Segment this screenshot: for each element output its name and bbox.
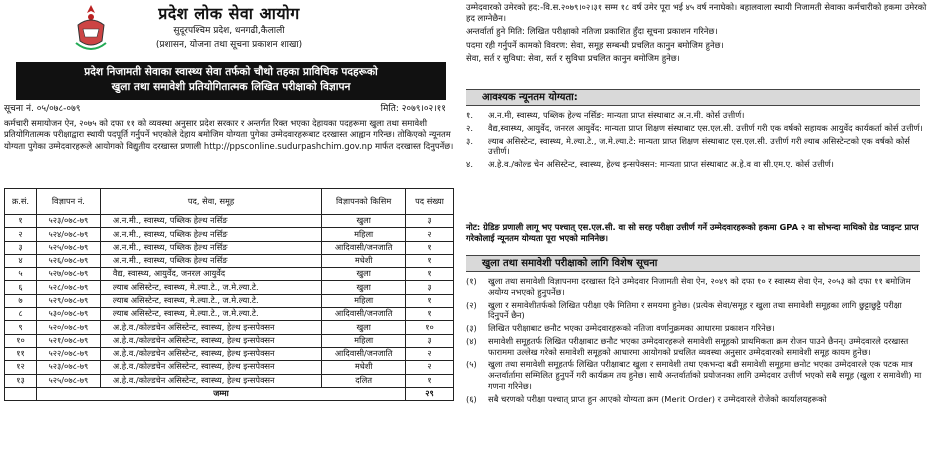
cell-post: अ.न.मी., स्वास्थ्य, पब्लिक हेल्थ नर्सिङ: [100, 254, 321, 267]
cell-type: खुला: [322, 281, 406, 294]
cell-sn: ८: [5, 308, 37, 321]
cell-adv-no: ५२३/०७८-७९: [36, 361, 100, 374]
special-notice-item: [466, 359, 924, 391]
header-type: विज्ञापनको किसिम: [322, 189, 406, 215]
table-row: [5, 347, 454, 360]
list-number: ३.: [466, 135, 473, 146]
interview-date: अन्तर्वार्ता हुने मिति: लिखित परीक्षाको नतिजा प्रकाशित हुँदा सूचना प्रकाशन गरिनेछ।: [466, 26, 718, 36]
list-number: १.: [466, 110, 473, 120]
cell-post: ल्याब असिस्टेन्ट, स्वास्थ्य, मे.ल्या.टे., ज.मे.ल्या.टे.: [100, 294, 321, 307]
qualification-heading: आवश्यक न्यूनतम योग्यता:: [466, 89, 920, 106]
cell-adv-no: ५२३/०७८-७९: [36, 215, 100, 228]
list-number: २.: [466, 122, 473, 133]
cell-adv-no: ५२८/०७८-७९: [36, 281, 100, 294]
list-text: वैद्य,स्वास्थ्य, आयुर्वेद, जनरल आयुर्वेद: मान्यता प्राप्त शिक्षण संस्थाबाट एस.एल.सी. उत्तीर्ण गरी एक वर्षको सहायक आयुर्वेद कार्यकर्ता कोर्स उत्तीर्ण।: [488, 122, 923, 133]
cell-count: २: [406, 361, 454, 374]
notice-date: मिति: २०७९।०२।११: [380, 104, 446, 114]
table-row: [5, 294, 454, 307]
cell-adv-no: ५२५/०७८-७९: [36, 374, 100, 387]
cell-count: १: [406, 294, 454, 307]
advertisement-banner: [16, 62, 446, 100]
cell-count: १: [406, 254, 454, 267]
qualification-item: [466, 159, 924, 170]
cell-sn: १०: [5, 334, 37, 347]
table-row: [5, 241, 454, 254]
table-header-row: [5, 189, 454, 215]
list-text: समावेशी समूहतर्फ लिखित परीक्षाबाट छनौट भएका उम्मेदवारहरूले समावेशी समूहको प्राथमिकता क्रम रोजन पाउने छैनन्। उम्मेदवारले दरखास्त फाराममा उल्लेख गरेको समावेशी समूहको आधारमा आयोगको प्रचलित व्यवस्था अनुसार उम्मेदवारको समावेशी समूह कायम हुनेछ।: [488, 335, 909, 357]
cell-adv-no: ५३०/०७८-७९: [36, 308, 100, 321]
cell-sn: ६: [5, 281, 37, 294]
table-row: [5, 321, 454, 334]
header-post: पद, सेवा, समूह: [100, 189, 321, 215]
cell-sn: ७: [5, 294, 37, 307]
special-notice-item: [466, 323, 924, 334]
table-row: [5, 254, 454, 267]
table-row: [5, 334, 454, 347]
list-text: ल्याब असिस्टेन्ट, स्वास्थ्य, मे.ल्या.टे., ज.मे.ल्या.टे: मान्यता प्राप्त शिक्षण संस्थाबाट एस.एल.सी. उत्तीर्ण गरी ल्याब असिस्टेन्टको एक वर्षको कोर्स उत्तीर्ण।: [488, 135, 910, 157]
header-adv-no: विज्ञापन नं.: [36, 189, 100, 215]
cell-adv-no: ५२९/०७८-७९: [36, 294, 100, 307]
table-row: [5, 215, 454, 228]
notice-number: सूचना नं. ०५/०७८-०७९: [4, 104, 81, 114]
list-text: अ.हे.व./कोल्ड चेन असिस्टेन्ट, स्वास्थ्य, हेल्थ इन्सपेक्सन: मान्यता प्राप्त संस्थाबाट अ.हे.व वा सी.एम.ए. कोर्स उत्तीर्ण।: [488, 159, 834, 170]
right-column: [460, 0, 932, 467]
cell-type: मधेशी: [322, 254, 406, 267]
cell-count: ३: [406, 281, 454, 294]
left-column: [0, 0, 458, 467]
subtitle-branch: (प्रशासन, योजना तथा सूचना प्रकाशन शाखा): [155, 40, 303, 50]
cell-adv-no: ५२१/०७८-७९: [36, 334, 100, 347]
cell-count: ३: [406, 215, 454, 228]
cell-type: खुला: [322, 321, 406, 334]
age-limit: उम्मेदवारको उमेरको हद:-वि.स.२०७९।०२।३१ सम्म १८ वर्ष उमेर पूरा भई ४५ वर्ष ननाघेको। बहालवाला स्थायी निजामती सेवाका कर्मचारीको हकमा उमेरको हद लाग्नेछैन।: [466, 2, 927, 24]
vacancy-table: [4, 188, 454, 401]
special-notice-list: [466, 276, 924, 407]
header: [0, 0, 458, 60]
qualification-list: [466, 110, 924, 172]
banner-line1: प्रदेश निजामती सेवाका स्वास्थ्य सेवा तर्फको चौथो तहका प्राविधिक पदहरूको: [84, 66, 378, 78]
cell-type: खुला: [322, 215, 406, 228]
cell-sn: ३: [5, 241, 37, 254]
cell-type: दलित: [322, 374, 406, 387]
total-label: जम्मा: [36, 387, 405, 400]
cell-type: महिला: [322, 334, 406, 347]
cell-adv-no: ५२६/०७८-७९: [36, 254, 100, 267]
cell-sn: १: [5, 215, 37, 228]
cell-count: २: [406, 347, 454, 360]
page-title: प्रदेश लोक सेवा आयोग: [158, 4, 300, 23]
special-notice-item: [466, 394, 924, 405]
table-row: [5, 361, 454, 374]
cell-count: १: [406, 374, 454, 387]
qualification-item: [466, 123, 924, 134]
cell-type: आदिवासी/जनजाति: [322, 347, 406, 360]
table-row: [5, 374, 454, 387]
cell-post: अ.न.मी., स्वास्थ्य, पब्लिक हेल्थ नर्सिङ: [100, 241, 321, 254]
cell-post: अ.हे.व./कोल्डचेन असिस्टेन्ट, स्वास्थ्य, हेल्थ इन्सपेक्सन: [100, 334, 321, 347]
list-text: खुला तथा समावेशी विज्ञापनमा दरखास्त दिने उम्मेदवार निजामती सेवा ऐन, २०४९ को दफा १० र स्वास्थ्य सेवा ऐन, २०५३ को दफा ११ बमोजिम अयोग्य नभएको हुनुपर्नेछ।: [488, 276, 911, 297]
list-number: (२): [466, 299, 477, 310]
grading-note: नोट: ग्रेडिङ प्रणाली लागू भए पश्चात् एस.एल.सी. वा सो सरह परीक्षा उत्तीर्ण गर्ने उम्मेदवारहरूको हकमा GPA २ वा सोभन्दा माथिको ग्रेड प्वाइन्ट प्राप्त गरेकोलाई न्यूनतम योग्यता पूरा भएको मानिनेछ।: [466, 222, 919, 243]
cell-adv-no: ५२२/०७८-७९: [36, 347, 100, 360]
cell-sn: २: [5, 228, 37, 241]
list-number: (५): [466, 359, 477, 370]
cell-sn: ५: [5, 268, 37, 281]
special-notice-item: [466, 300, 924, 322]
cell-type: मधेशी: [322, 361, 406, 374]
cell-post: ल्याब असिस्टेन्ट, स्वास्थ्य, मे.ल्या.टे., ज.मे.ल्या.टे.: [100, 281, 321, 294]
cell-sn: ११: [5, 347, 37, 360]
cell-count: १: [406, 308, 454, 321]
list-number: (१): [466, 276, 477, 286]
list-number: ४.: [466, 159, 473, 170]
cell-sn: १३: [5, 374, 37, 387]
list-number: (४): [466, 335, 477, 346]
subtitle-location: सुदूरपश्चिम प्रदेश, धनगढी,कैलाली: [173, 26, 285, 36]
list-text: लिखित परीक्षाबाट छनौट भएका उम्मेदवारहरूको नतिजा वर्णानुक्रमका आधारमा प्रकाशन गरिनेछ।: [488, 323, 775, 334]
header-sn: क्र.सं.: [5, 189, 37, 215]
qualification-item: [466, 136, 924, 158]
header-count: पद संख्या: [406, 189, 454, 215]
cell-sn: ४: [5, 254, 37, 267]
list-text: अ.न.मी, स्वास्थ्य, पब्लिक हेल्थ नर्सिङ: मान्यता प्राप्त संस्थाबाट अ.न.मी. कोर्स उत्तीर्ण।: [488, 110, 745, 120]
table-row: [5, 268, 454, 281]
cell-empty: [5, 387, 37, 400]
cell-post: अ.हे.व./कोल्डचेन असिस्टेन्ट, स्वास्थ्य, हेल्थ इन्सपेक्सन: [100, 321, 321, 334]
cell-post: अ.हे.व./कोल्डचेन असिस्टेन्ट, स्वास्थ्य, हेल्थ इन्सपेक्सन: [100, 347, 321, 360]
table-row: [5, 228, 454, 241]
cell-count: २: [406, 228, 454, 241]
special-notice-heading: खुला तथा समावेशी परीक्षाको लागि विशेष सूचना: [466, 255, 920, 272]
qualification-item: [466, 110, 924, 121]
list-text: खुला तथा समावेशी समूहतर्फ लिखित परीक्षाबाट खुला र समावेशी तथा एकभन्दा बढी समावेशी समूहमा छनोट भएका उम्मेदवारले एक पटक मात्र अन्तर्वार्तामा सम्मिलित हुनुपर्ने गरी कार्यक्रम तय हुनेछ। साथै अन्तर्वार्ताको प्रयोजनका लागि उम्मेदवार उत्तीर्ण भएको सबै समूह (खुला र समावेशी) मा गणना गरिनेछ।: [488, 359, 922, 392]
cell-adv-no: ५२०/०७८-७९: [36, 321, 100, 334]
cell-adv-no: ५२७/०७८-७९: [36, 268, 100, 281]
cell-count: १०: [406, 321, 454, 334]
table-row: [5, 308, 454, 321]
cell-post: अ.हे.व./कोल्डचेन असिस्टेन्ट, स्वास्थ्य, हेल्थ इन्सपेक्सन: [100, 374, 321, 387]
cell-sn: १२: [5, 361, 37, 374]
cell-type: खुला: [322, 268, 406, 281]
table-row: [5, 281, 454, 294]
list-text: सबै चरणको परीक्षा पश्चात् प्राप्त हुन आएको योग्यता क्रम (Merit Order) र उम्मेदवारले रोजेको कार्यालयहरूको: [488, 393, 827, 404]
cell-adv-no: ५२४/०७८-७९: [36, 228, 100, 241]
cell-post: अ.न.मी., स्वास्थ्य, पब्लिक हेल्थ नर्सिङ: [100, 215, 321, 228]
cell-post: अ.हे.व./कोल्डचेन असिस्टेन्ट, स्वास्थ्य, हेल्थ इन्सपेक्सन: [100, 361, 321, 374]
table-total-row: [5, 387, 454, 400]
cell-count: ३: [406, 334, 454, 347]
cell-count: १: [406, 268, 454, 281]
total-value: २९: [406, 387, 454, 400]
cell-post: अ.न.मी., स्वास्थ्य, पब्लिक हेल्थ नर्सिङ: [100, 228, 321, 241]
list-number: (६): [466, 393, 477, 404]
banner-line2: खुला तथा समावेशी प्रतियोगितात्मक लिखित परीक्षाको विज्ञापन: [111, 81, 351, 94]
cell-type: आदिवासी/जनजाति: [322, 241, 406, 254]
notice-row: [4, 104, 454, 115]
intro-paragraph: कर्मचारी समायोजन ऐन, २०७५ को दफा ११ को व्यवस्था अनुसार प्रदेश सरकार र अन्तर्गत रिक्त भएका देहायका पदहरूमा खुला तथा समावेशी प्रतियोगितात्मक परीक्षाद्वारा स्थायी पदपूर्ति गर्नुपर्ने भएकोले देहाय बमोजिम योग्यता पुगेका उम्मेदवारहरूबाट दरखास्त आह्वान गरिन्छ। तोकिएको न्यूनतम योग्यता पुगेका उम्मेदवारहरूले आयोगको विद्युतीय दरखास्त प्रणाली http://ppsconline.sudurpashchim.gov.np मार्फत दरखास्त दिनुपर्नेछ।: [4, 118, 454, 151]
cell-type: आदिवासी/जनजाति: [322, 308, 406, 321]
cell-post: ल्याब असिस्टेन्ट, स्वास्थ्य, मे.ल्या.टे., ज.मे.ल्या.टे.: [100, 308, 321, 321]
job-duties: पदमा रही गर्नुपर्ने कामको विवरण: सेवा, समूह सम्बन्धी प्रचलित कानुन बमोजिम हुनेछ।: [466, 40, 724, 50]
cell-adv-no: ५२५/०७८-७९: [36, 241, 100, 254]
special-notice-item: [466, 336, 924, 358]
cell-count: १: [406, 241, 454, 254]
cell-type: महिला: [322, 228, 406, 241]
list-text: खुला र समावेशीतर्फको लिखित परीक्षा एकै मितिमा र समयमा हुनेछ। (प्रत्येक सेवा/समूह र खुला तथा समावेशी समूहका लागि छुट्टाछुट्टै परीक्षा दिनुपर्ने छैन): [488, 299, 902, 321]
service-benefits: सेवा, सर्त र सुविधा: सेवा, सर्त र सुविधा प्रचलित कानुन बमोजिम हुनेछ।: [466, 53, 680, 63]
special-notice-item: [466, 276, 924, 298]
cell-post: वैद्य, स्वास्थ्य, आयुर्वेद, जनरल आयुर्वेद: [100, 268, 321, 281]
cell-sn: ९: [5, 321, 37, 334]
list-number: (३): [466, 323, 477, 334]
cell-type: महिला: [322, 294, 406, 307]
